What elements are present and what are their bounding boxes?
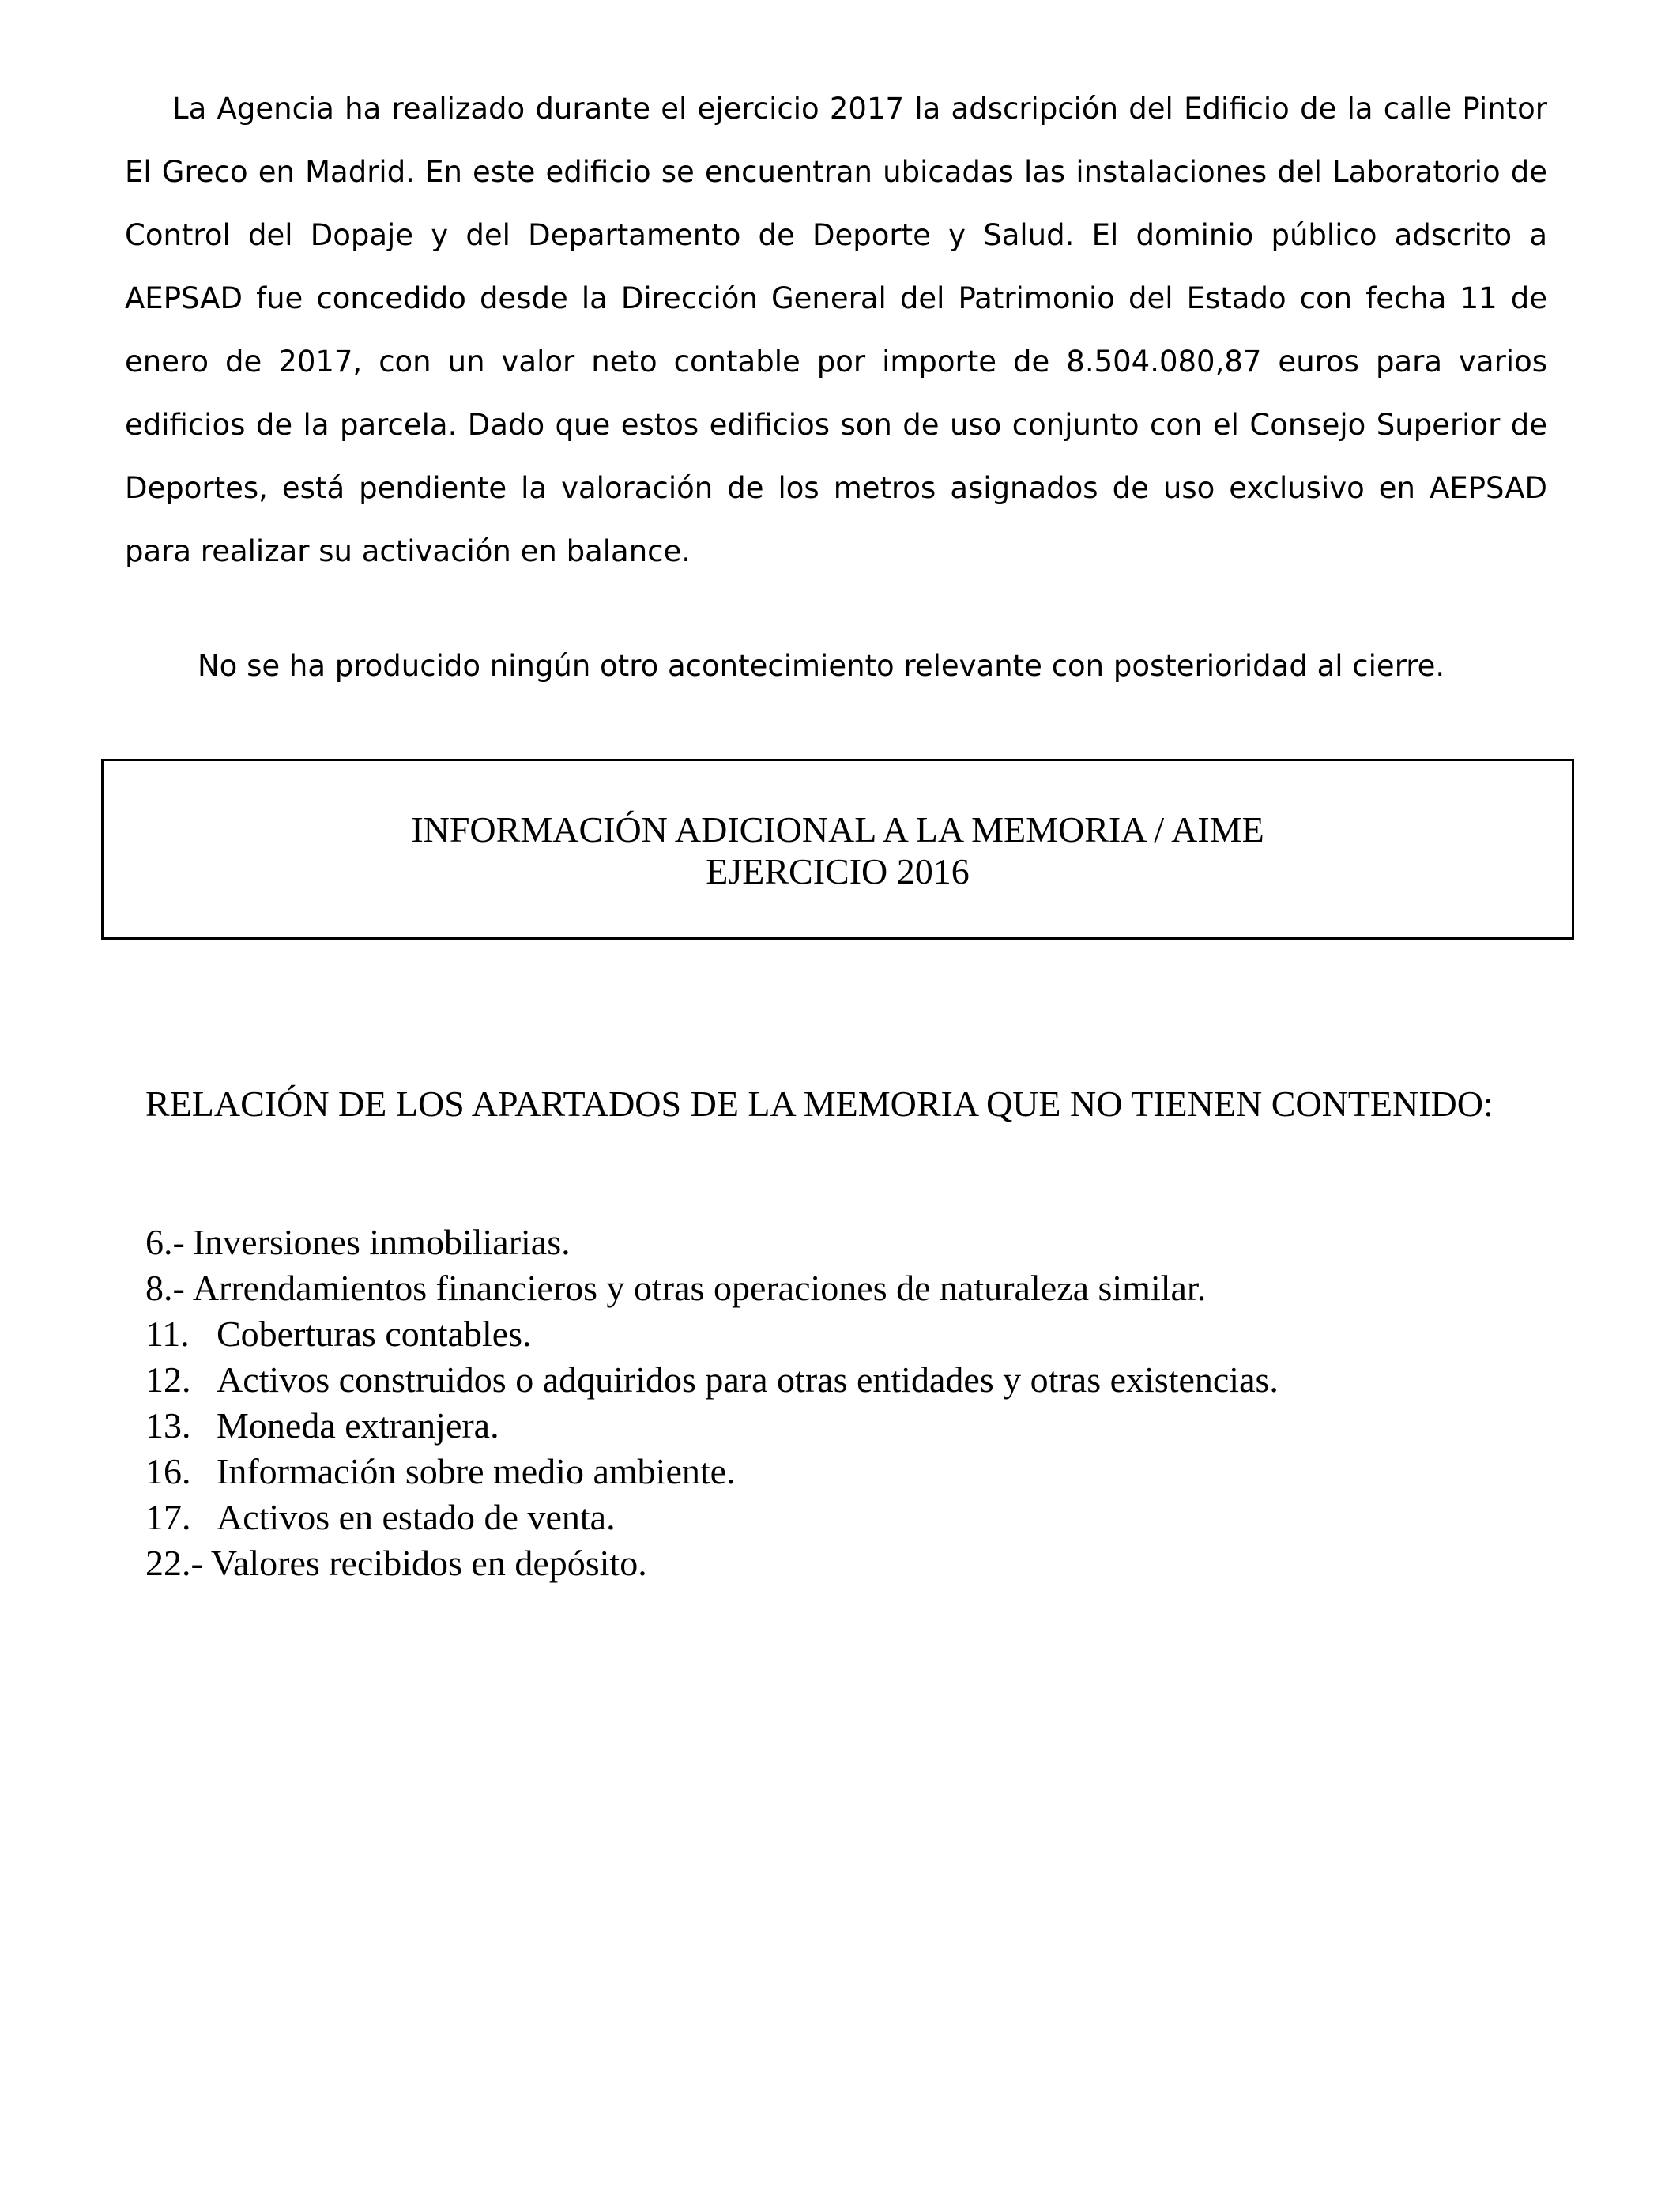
list-item-number: 16. [145,1451,191,1491]
list-item-text: Moneda extranjera. [217,1405,499,1446]
list-item-number: 13. [145,1405,191,1446]
list-item-number: 6.- [145,1222,185,1262]
aime-heading-title: INFORMACIÓN ADICIONAL A LA MEMORIA / AIME [411,809,1264,850]
paragraph-edificio-adscripcion: La Agencia ha realizado durante el ejercicio 2017 la adscripción del Edificio de la calle Pintor El Greco en Madrid. En este edificio se encuentran ubicadas las instalaciones del Laboratorio de Control del Dopaje y del Departamento de Deporte y Salud. El dominio público adscrito a AEPSAD fue concedido desde la Dirección General del Patrimonio del Estado con fecha 11 de enero de 2017, con un valor neto contable por importe de 8.504.080,87 euros para varios edificios de la parcela. Dado que estos edificios son de uso conjunto con el Consejo Superior de Deportes, está pendiente la valoración de los metros asignados de uso exclusivo en AEPSAD para realizar su activación en balance. [125,92,1547,568]
list-item [145,1265,1607,1311]
list-item [145,1311,1607,1357]
list-item [145,1357,1607,1403]
list-item [145,1540,1607,1586]
list-item-text: Valores recibidos en depósito. [210,1543,647,1583]
list-item-text: Arrendamientos financieros y otras operaciones de naturaleza similar. [192,1268,1207,1308]
paragraph-no-acontecimientos: No se ha producido ningún otro acontecimiento relevante con posterioridad al cierre. [198,649,1445,683]
list-item-number: 12. [145,1359,191,1400]
list-item-text: Inversiones inmobiliarias. [192,1222,571,1262]
list-item-number: 17. [145,1497,191,1537]
list-item-text: Información sobre medio ambiente. [217,1451,736,1491]
relacion-apartados-title: RELACIÓN DE LOS APARTADOS DE LA MEMORIA QUE NO TIENEN CONTENIDO: [145,1084,1494,1124]
list-item-text: Activos en estado de venta. [217,1497,616,1537]
list-item-text: Coberturas contables. [217,1314,532,1354]
list-item [145,1220,1607,1265]
aime-heading-box [101,759,1574,940]
list-item-number: 8.- [145,1268,185,1308]
apartados-list [145,1220,1607,1586]
list-item [145,1495,1607,1540]
list-item-number: 22.- [145,1543,203,1583]
aime-heading-year: EJERCICIO 2016 [706,851,970,892]
list-item [145,1403,1607,1449]
list-item [145,1449,1607,1495]
list-item-number: 11. [145,1314,190,1354]
list-item-text: Activos construidos o adquiridos para otras entidades y otras existencias. [217,1359,1279,1400]
